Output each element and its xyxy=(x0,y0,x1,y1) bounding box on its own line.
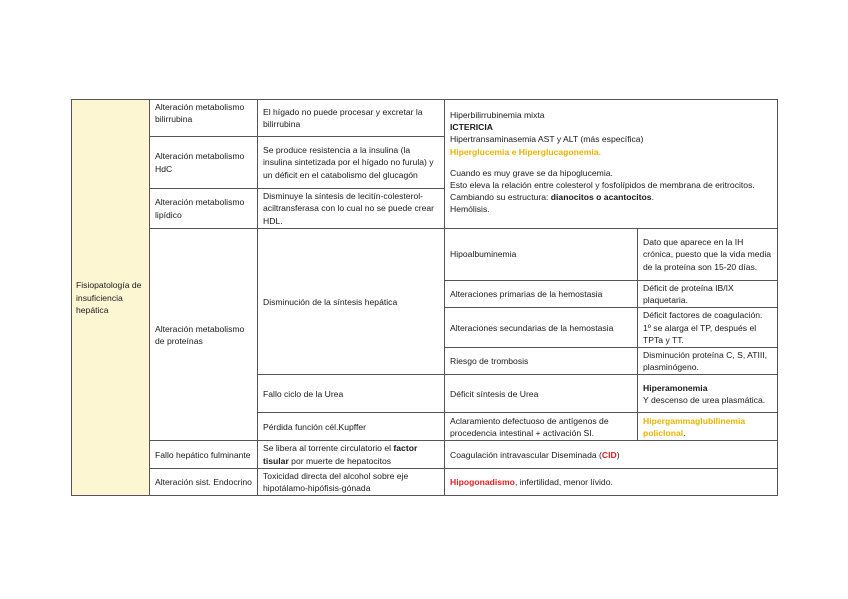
row-bilirrubina xyxy=(72,100,778,137)
pathophysiology-table xyxy=(71,99,778,496)
category-fulminante: Fallo hepático fulminante xyxy=(150,441,258,468)
effect-ictericia: ICTERICIA xyxy=(450,122,493,133)
effect-hipoglucemia: Cuando es muy grave se da hipoglucemia. xyxy=(450,167,613,178)
detail-hemostasia-primaria: Déficit de proteína IB/IX plaquetaria. xyxy=(638,281,778,308)
effect-hipoalbuminemia: Hipoalbuminemia xyxy=(445,229,638,281)
spacer xyxy=(450,158,772,167)
detail-hemostasia-secundaria: Déficit factores de coagulación. 1º se alarga el TP, después el TPTa y TT. xyxy=(638,308,778,348)
effect-dianocitos: dianocitos o acantocitos xyxy=(550,192,652,203)
mechanism-kupffer: Pérdida función cél.Kupffer xyxy=(258,413,445,441)
effect-cid-end: ) xyxy=(616,449,620,460)
mechanism-hdc: Se produce resistencia a la insulina (la insulina sintetizada por el hígado no furula) y un déficit en el catabolismo del glucagón xyxy=(258,137,445,189)
table-title-cell xyxy=(72,100,150,496)
effect-hemostasia-primaria: Alteraciones primarias de la hemostasia xyxy=(445,281,638,308)
merged-effects-cell xyxy=(445,100,778,229)
detail-hiperamonemia: Hiperamonemia xyxy=(643,382,708,393)
effect-hipogonadismo: Hipogonadismo xyxy=(450,476,515,487)
effect-endocrino xyxy=(445,468,778,495)
effect-eritrocitos-end: . xyxy=(651,192,654,203)
mechanism-fulminante-end: por muerte de hepatocitos xyxy=(288,455,392,466)
mechanism-endocrino: Toxicidad directa del alcohol sobre eje hipotálamo-hipófisis-gónada xyxy=(258,468,445,495)
detail-urea-descenso: Y descenso de urea plasmática. xyxy=(643,394,766,405)
mechanism-factor-tisular: factor tisular xyxy=(263,443,418,466)
pathophysiology-table-container xyxy=(71,99,777,495)
category-endocrino: Alteración sist. Endocrino xyxy=(150,468,258,495)
mechanism-fulminante xyxy=(258,441,445,468)
effect-hiperbilirrubinemia: Hiperbilirrubinemia mixta xyxy=(450,110,545,120)
detail-kupffer xyxy=(638,413,778,441)
mechanism-lipidico: Disminuye la síntesis de lecitín-colesterol-aciltransferasa con lo cual no se puede crear HDL. xyxy=(258,189,445,229)
row-endocrino xyxy=(72,468,778,495)
detail-hipergammaglobulinemia: Hipergammaglubilinemia policlonal xyxy=(643,415,746,438)
effect-infertilidad: , infertilidad, menor lívido. xyxy=(514,476,613,487)
table-title: Fisiopatología de insuficiencia hepática xyxy=(76,280,142,315)
effect-hemostasia-secundaria: Alteraciones secundarias de la hemostasia xyxy=(445,308,638,348)
effect-kupffer: Aclaramiento defectuoso de antígenos de procedencia intestinal + activación SI. xyxy=(445,413,638,441)
effect-hiperglucemia: Hiperglucemia e Hiperglucagonemia. xyxy=(450,146,601,157)
effect-cid: CID xyxy=(601,449,617,460)
row-fulminante xyxy=(72,441,778,468)
mechanism-fulminante-text: Se libera al torrente circulatorio el xyxy=(263,443,394,454)
detail-hipoalbuminemia: Dato que aparece en la IH crónica, puesto que la vida media de la proteína son 15-20 días. xyxy=(638,229,778,281)
effect-fulminante xyxy=(445,441,778,468)
mechanism-bilirrubina: El hígado no puede procesar y excretar la bilirrubina xyxy=(258,100,445,137)
effect-hipertransaminasemia: Hipertransaminasemia AST y ALT (más específica) xyxy=(450,134,644,145)
category-hdc: Alteración metabolismo HdC xyxy=(150,137,258,189)
row-hipoalbuminemia xyxy=(72,229,778,281)
effect-hemolisis: Hemólisis. xyxy=(450,204,490,215)
category-bilirrubina: Alteración metabolismo bilirrubina xyxy=(150,100,258,137)
detail-urea xyxy=(638,375,778,413)
detail-trombosis: Disminución proteína C, S, ATIII, plasminógeno. xyxy=(638,348,778,375)
category-lipidico: Alteración metabolismo lipídico xyxy=(150,189,258,229)
detail-kupffer-end: . xyxy=(683,427,686,438)
effect-urea: Déficit síntesis de Urea xyxy=(445,375,638,413)
effect-trombosis: Riesgo de trombosis xyxy=(445,348,638,375)
category-proteinas: Alteración metabolismo de proteínas xyxy=(150,229,258,441)
effect-eritrocitos xyxy=(450,179,772,203)
effect-eritrocitos-text: Esto eleva la relación entre colesterol y fosfolípidos de membrana de eritrocitos. Cambiando su estructura: xyxy=(450,180,755,203)
mechanism-sintesis: Disminución de la síntesis hepática xyxy=(258,229,445,375)
effect-cid-text: Coagulación intravascular Diseminada ( xyxy=(450,449,602,460)
mechanism-urea: Fallo ciclo de la Urea xyxy=(258,375,445,413)
